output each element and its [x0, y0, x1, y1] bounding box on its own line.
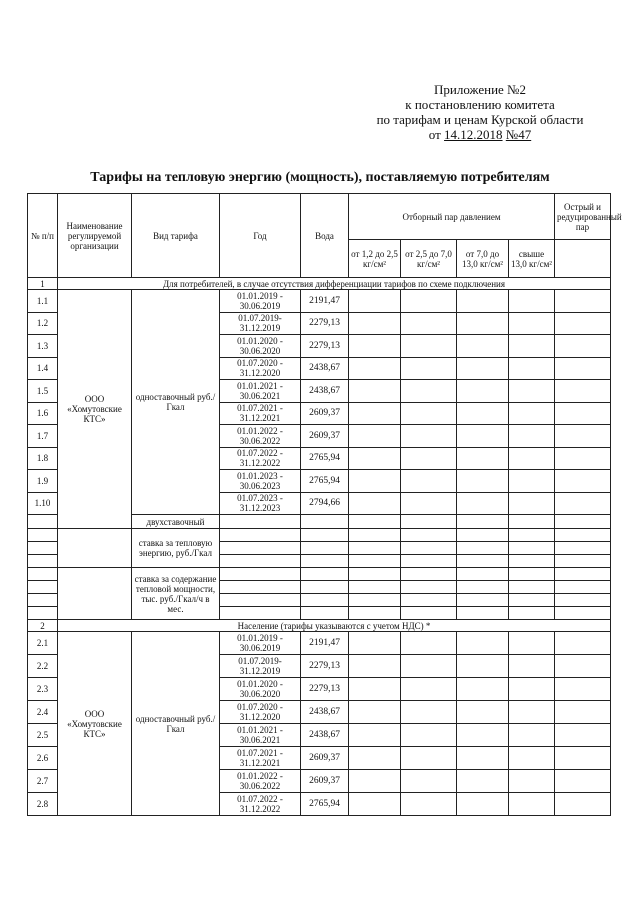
empty-cell	[401, 312, 457, 335]
empty-cell	[28, 581, 58, 594]
empty-cell	[349, 529, 401, 542]
empty-cell	[457, 701, 509, 724]
empty-cell	[555, 447, 611, 470]
row-num: 1.5	[28, 380, 58, 403]
section-label: Для потребителей, в случае отсутствия дифференциации тарифов по схеме подключения	[58, 278, 611, 290]
empty-cell	[401, 357, 457, 380]
empty-cell	[457, 542, 509, 555]
page-title: Тарифы на тепловую энергию (мощность), поставляемую потребителям	[90, 170, 550, 185]
tariff-kind: одноставочный руб./Гкал	[132, 290, 220, 515]
row-num: 2.8	[28, 793, 58, 816]
row-num: 2.6	[28, 747, 58, 770]
empty-cell	[349, 515, 401, 529]
empty-cell	[509, 655, 555, 678]
empty-cell	[555, 724, 611, 747]
empty-cell	[301, 542, 349, 555]
tariff-table	[27, 193, 622, 816]
empty-cell	[509, 335, 555, 358]
empty-cell	[457, 447, 509, 470]
period-cell: 01.07.2021 - 31.12.2021	[220, 402, 301, 425]
row-num: 1.4	[28, 357, 58, 380]
empty-cell	[555, 312, 611, 335]
empty-cell	[28, 542, 58, 555]
appendix-block	[330, 82, 630, 142]
period-cell: 01.07.2020 - 31.12.2020	[220, 701, 301, 724]
empty-cell	[555, 515, 611, 529]
row-num: 2.7	[28, 770, 58, 793]
empty-cell	[401, 447, 457, 470]
header-sharp: Острый и редуцированный пар	[555, 194, 611, 240]
empty-cell	[555, 380, 611, 403]
water-value: 2765,94	[301, 470, 349, 493]
empty-cell	[509, 724, 555, 747]
empty-cell	[555, 632, 611, 655]
appendix-line: по тарифам и ценам Курской области	[376, 112, 584, 127]
header-p2: от 2,5 до 7,0 кг/см²	[401, 240, 457, 278]
header-p3: от 7,0 до 13,0 кг/см²	[457, 240, 509, 278]
row-num: 1.1	[28, 290, 58, 313]
empty-cell	[457, 335, 509, 358]
header-sharp-sub	[555, 240, 611, 278]
empty-cell	[509, 747, 555, 770]
empty-cell	[457, 492, 509, 515]
empty-cell	[457, 594, 509, 607]
period-cell: 01.01.2019 - 30.06.2019	[220, 632, 301, 655]
empty-cell	[28, 555, 58, 568]
empty-cell	[509, 380, 555, 403]
empty-cell	[349, 555, 401, 568]
empty-cell	[401, 380, 457, 403]
empty-cell	[401, 770, 457, 793]
empty-cell	[555, 492, 611, 515]
empty-cell	[555, 529, 611, 542]
table-row	[28, 290, 611, 313]
empty-cell	[457, 357, 509, 380]
water-value: 2609,37	[301, 770, 349, 793]
period-cell: 01.07.2019- 31.12.2019	[220, 655, 301, 678]
empty-cell	[555, 542, 611, 555]
empty-cell	[555, 335, 611, 358]
water-value: 2438,67	[301, 380, 349, 403]
empty-cell	[509, 542, 555, 555]
header-row	[28, 194, 611, 240]
empty-cell	[349, 581, 401, 594]
water-value: 2191,47	[301, 632, 349, 655]
date-prefix: от	[428, 127, 441, 142]
period-cell: 01.01.2022 - 30.06.2022	[220, 425, 301, 448]
empty-cell	[555, 425, 611, 448]
appendix-title: Приложение №2	[434, 82, 526, 97]
empty-cell	[349, 793, 401, 816]
empty-cell	[509, 607, 555, 620]
header-p4: свыше 13,0 кг/см²	[509, 240, 555, 278]
empty-cell	[509, 632, 555, 655]
empty-cell	[509, 515, 555, 529]
empty-cell	[401, 607, 457, 620]
water-value: 2609,37	[301, 402, 349, 425]
empty-cell	[28, 515, 58, 529]
empty-cell	[401, 402, 457, 425]
empty-cell	[555, 470, 611, 493]
empty-cell	[349, 724, 401, 747]
empty-cell	[349, 447, 401, 470]
empty-cell	[555, 357, 611, 380]
empty-cell	[349, 312, 401, 335]
empty-cell	[401, 555, 457, 568]
empty-cell	[457, 380, 509, 403]
water-value: 2794,66	[301, 492, 349, 515]
row-num: 1.10	[28, 492, 58, 515]
empty-cell	[301, 529, 349, 542]
empty-cell	[220, 542, 301, 555]
period-cell: 01.07.2023 - 31.12.2023	[220, 492, 301, 515]
empty-cell	[509, 568, 555, 581]
appendix-line: к постановлению комитета	[405, 97, 555, 112]
empty-cell	[509, 447, 555, 470]
empty-cell	[349, 607, 401, 620]
water-value: 2609,37	[301, 425, 349, 448]
empty-cell	[58, 568, 132, 620]
empty-cell	[220, 594, 301, 607]
row-num: 1.8	[28, 447, 58, 470]
empty-cell	[509, 529, 555, 542]
empty-cell	[349, 747, 401, 770]
empty-cell	[555, 770, 611, 793]
empty-cell	[301, 607, 349, 620]
empty-cell	[509, 581, 555, 594]
empty-cell	[457, 581, 509, 594]
period-cell: 01.01.2019 - 30.06.2019	[220, 290, 301, 313]
empty-cell	[401, 290, 457, 313]
table-row	[28, 568, 611, 581]
empty-cell	[509, 290, 555, 313]
empty-cell	[555, 678, 611, 701]
empty-cell	[457, 515, 509, 529]
empty-cell	[28, 568, 58, 581]
empty-cell	[28, 594, 58, 607]
empty-cell	[555, 747, 611, 770]
row-num: 1.7	[28, 425, 58, 448]
row-num: 2.5	[28, 724, 58, 747]
energy-rate-label: ставка за тепловую энергию, руб./Гкал	[132, 529, 220, 568]
empty-cell	[555, 568, 611, 581]
period-cell: 01.01.2023 - 30.06.2023	[220, 470, 301, 493]
empty-cell	[349, 357, 401, 380]
empty-cell	[220, 529, 301, 542]
row-num: 2.1	[28, 632, 58, 655]
period-cell: 01.07.2019- 31.12.2019	[220, 312, 301, 335]
empty-cell	[220, 555, 301, 568]
empty-cell	[509, 701, 555, 724]
empty-cell	[457, 402, 509, 425]
empty-cell	[555, 581, 611, 594]
empty-cell	[349, 632, 401, 655]
empty-cell	[509, 357, 555, 380]
empty-cell	[349, 335, 401, 358]
empty-cell	[457, 529, 509, 542]
empty-cell	[401, 568, 457, 581]
water-value: 2609,37	[301, 747, 349, 770]
header-water: Вода	[301, 194, 349, 278]
empty-cell	[401, 515, 457, 529]
empty-cell	[220, 568, 301, 581]
water-value: 2765,94	[301, 793, 349, 816]
empty-cell	[555, 290, 611, 313]
capacity-rate-label: ставка за содержание тепловой мощности, тыс. руб./Гкал/ч в мес.	[132, 568, 220, 620]
header-year: Год	[220, 194, 301, 278]
period-cell: 01.07.2022 - 31.12.2022	[220, 793, 301, 816]
empty-cell	[220, 581, 301, 594]
row-num: 2.2	[28, 655, 58, 678]
empty-cell	[509, 425, 555, 448]
empty-cell	[457, 470, 509, 493]
period-cell: 01.01.2020 - 30.06.2020	[220, 678, 301, 701]
empty-cell	[301, 568, 349, 581]
section-row	[28, 278, 611, 290]
empty-cell	[349, 290, 401, 313]
section-num: 2	[28, 620, 58, 632]
empty-cell	[349, 770, 401, 793]
empty-cell	[301, 515, 349, 529]
water-value: 2279,13	[301, 312, 349, 335]
row-num: 2.4	[28, 701, 58, 724]
empty-cell	[401, 542, 457, 555]
empty-cell	[28, 607, 58, 620]
water-value: 2279,13	[301, 335, 349, 358]
empty-cell	[301, 594, 349, 607]
empty-cell	[349, 425, 401, 448]
empty-cell	[401, 793, 457, 816]
empty-cell	[401, 724, 457, 747]
water-value: 2191,47	[301, 290, 349, 313]
period-cell: 01.01.2020 - 30.06.2020	[220, 335, 301, 358]
empty-cell	[509, 678, 555, 701]
empty-cell	[401, 335, 457, 358]
empty-cell	[457, 632, 509, 655]
empty-cell	[220, 515, 301, 529]
empty-cell	[401, 594, 457, 607]
empty-cell	[509, 555, 555, 568]
period-cell: 01.07.2020 - 31.12.2020	[220, 357, 301, 380]
empty-cell	[28, 529, 58, 542]
organization-name: ООО «Хомутовские КТС»	[58, 632, 132, 816]
empty-cell	[401, 701, 457, 724]
section-label: Население (тарифы указываются с учетом НДС) *	[58, 620, 611, 632]
empty-cell	[349, 380, 401, 403]
period-cell: 01.01.2021 - 30.06.2021	[220, 724, 301, 747]
organization-name: ООО «Хомутовские КТС»	[58, 290, 132, 529]
header-num: № п/п	[28, 194, 58, 278]
row-num: 1.3	[28, 335, 58, 358]
period-cell: 01.01.2022 - 30.06.2022	[220, 770, 301, 793]
tariff-kind: одноставочный руб./Гкал	[132, 632, 220, 816]
empty-cell	[457, 290, 509, 313]
empty-cell	[457, 607, 509, 620]
table-row	[28, 632, 611, 655]
empty-cell	[555, 594, 611, 607]
empty-cell	[457, 724, 509, 747]
header-p1: от 1,2 до 2,5 кг/см²	[349, 240, 401, 278]
header-kind: Вид тарифа	[132, 194, 220, 278]
decree-number: №47	[505, 127, 532, 142]
section-num: 1	[28, 278, 58, 290]
empty-cell	[349, 594, 401, 607]
row-num: 2.3	[28, 678, 58, 701]
empty-cell	[401, 581, 457, 594]
water-value: 2438,67	[301, 701, 349, 724]
header-org: Наименование регулируемой организации	[58, 194, 132, 278]
empty-cell	[555, 655, 611, 678]
period-cell: 01.07.2021 - 31.12.2021	[220, 747, 301, 770]
empty-cell	[349, 568, 401, 581]
table-body	[28, 194, 622, 816]
empty-cell	[401, 632, 457, 655]
period-cell: 01.07.2022 - 31.12.2022	[220, 447, 301, 470]
row-num: 1.2	[28, 312, 58, 335]
empty-cell	[457, 655, 509, 678]
empty-cell	[457, 678, 509, 701]
empty-cell	[349, 470, 401, 493]
empty-cell	[457, 747, 509, 770]
water-value: 2279,13	[301, 655, 349, 678]
period-cell: 01.01.2021 - 30.06.2021	[220, 380, 301, 403]
row-num: 1.9	[28, 470, 58, 493]
table-row	[28, 529, 611, 542]
empty-cell	[401, 655, 457, 678]
empty-cell	[220, 607, 301, 620]
water-value: 2438,67	[301, 724, 349, 747]
empty-cell	[401, 425, 457, 448]
empty-cell	[555, 402, 611, 425]
empty-cell	[457, 793, 509, 816]
header-steam: Отборный пар давлением	[349, 194, 555, 240]
empty-cell	[401, 678, 457, 701]
row-num: 1.6	[28, 402, 58, 425]
empty-cell	[457, 425, 509, 448]
empty-cell	[555, 555, 611, 568]
empty-cell	[555, 793, 611, 816]
two-part-tariff: двухставочный	[132, 515, 220, 529]
empty-cell	[401, 470, 457, 493]
water-value: 2438,67	[301, 357, 349, 380]
water-value: 2765,94	[301, 447, 349, 470]
empty-cell	[509, 793, 555, 816]
decree-date: 14.12.2018	[444, 127, 503, 142]
empty-cell	[349, 678, 401, 701]
empty-cell	[509, 312, 555, 335]
water-value: 2279,13	[301, 678, 349, 701]
empty-cell	[457, 312, 509, 335]
empty-cell	[401, 529, 457, 542]
empty-cell	[509, 594, 555, 607]
empty-cell	[555, 701, 611, 724]
empty-cell	[509, 492, 555, 515]
empty-cell	[349, 655, 401, 678]
empty-cell	[555, 607, 611, 620]
empty-cell	[301, 555, 349, 568]
empty-cell	[509, 470, 555, 493]
empty-cell	[509, 770, 555, 793]
empty-cell	[457, 568, 509, 581]
empty-cell	[349, 492, 401, 515]
appendix-date-line	[330, 127, 630, 142]
empty-cell	[401, 747, 457, 770]
empty-cell	[509, 402, 555, 425]
empty-cell	[349, 542, 401, 555]
empty-cell	[349, 701, 401, 724]
empty-cell	[349, 402, 401, 425]
empty-cell	[401, 492, 457, 515]
empty-cell	[58, 529, 132, 568]
empty-cell	[457, 555, 509, 568]
empty-cell	[301, 581, 349, 594]
section-row	[28, 620, 611, 632]
empty-cell	[457, 770, 509, 793]
